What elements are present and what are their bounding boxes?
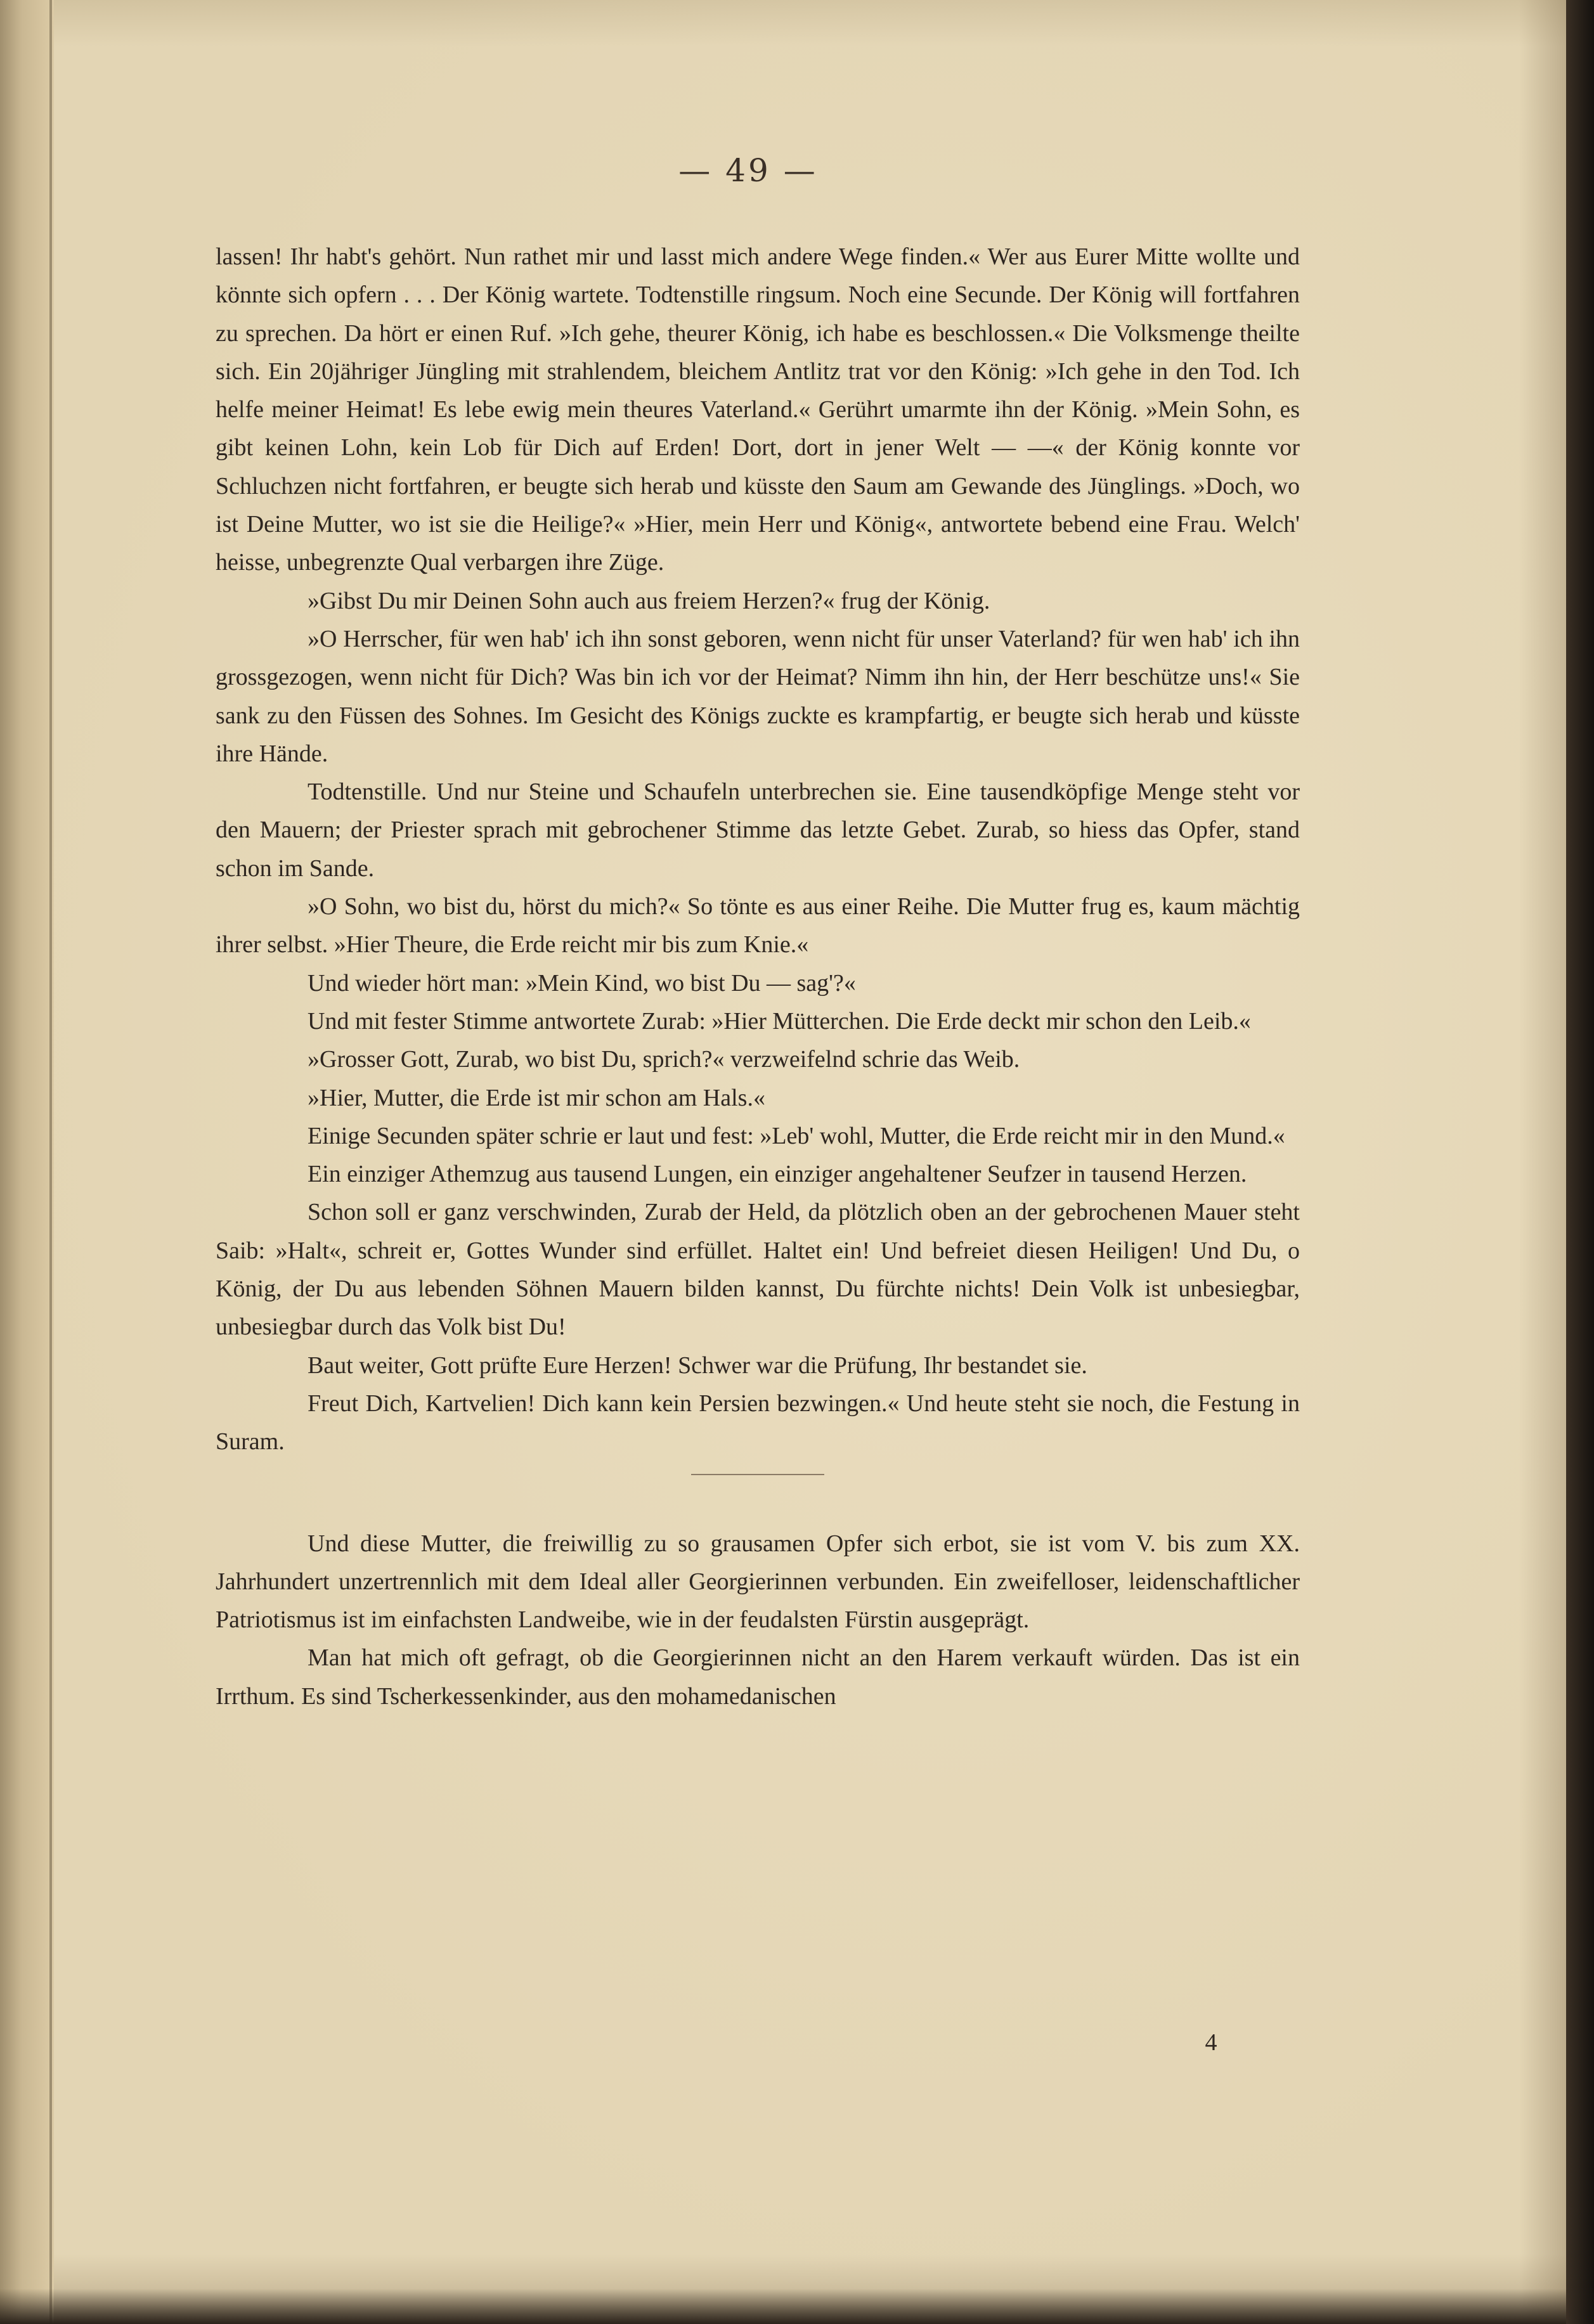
paragraph: »Grosser Gott, Zurab, wo bist Du, sprich?« verzweifelnd schrie das Weib. bbox=[308, 1046, 1020, 1073]
paragraph: Todtenstille. Und nur Steine und Schaufeln unterbrechen sie. Eine tausendköpfige Menge steht vor den Mauern; der Priester sprach mit gebrochener Stimme das letzte Gebet. Zurab, so hiess das Opfer, stand schon im Sande. bbox=[216, 778, 1300, 882]
paragraph: »Hier, Mutter, die Erde ist mir schon am Hals.« bbox=[308, 1084, 765, 1111]
scan-bottom-edge bbox=[0, 2288, 1566, 2324]
paragraph: »O Herrscher, für wen hab' ich ihn sonst geboren, wenn nicht für unser Vaterland? für wen hab' ich ihn grossgezogen, wenn nicht für Dich? Was bin ich vor der Heimat? Nimm ihn hin, der Herr beschütze uns!« Sie sank zu den Füssen des Sohnes. Im Gesicht des Königs zuckte es krampfartig, er beugte sich herab und küsste ihre Hände. bbox=[216, 625, 1300, 767]
paragraph: »Gibst Du mir Deinen Sohn auch aus freiem Herzen?« frug der König. bbox=[308, 587, 990, 614]
paragraph: »O Sohn, wo bist du, hörst du mich?« So tönte es aus einer Reihe. Die Mutter frug es, kaum mächtig ihrer selbst. »Hier Theure, die Erde reicht mir bis zum Knie.« bbox=[216, 893, 1300, 959]
paragraph: Schon soll er ganz verschwinden, Zurab der Held, da plötzlich oben an der gebrochenen Mauer steht Saib: »Halt«, schreit er, Gottes Wunder sind erfüllet. Haltet ein! Und befreiet diesen Heiligen! Und Du, o König, der Du aus lebenden Söhnen Mauern bilden kannst, Du fürchte nichts! Dein Volk ist unbesiegbar, unbesiegbar durch das Volk bist Du! bbox=[216, 1199, 1300, 1341]
paragraph: Und diese Mutter, die freiwillig zu so grausamen Opfer sich erbot, sie ist vom V. bis zum XX. Jahrhundert unzertrennlich mit dem Ideal aller Georgierinnen verbunden. Ein zweifelloser, leidenschaftlicher Patriotismus ist im einfachsten Landweibe, wie in der feudalsten Fürstin ausgeprägt. bbox=[216, 1530, 1300, 1634]
section-separator bbox=[691, 1474, 824, 1475]
paragraph: Und mit fester Stimme antwortete Zurab: »Hier Mütterchen. Die Erde deckt mir schon den Leib.« bbox=[308, 1007, 1251, 1035]
paragraph: Und wieder hört man: »Mein Kind, wo bist Du — sag'?« bbox=[308, 969, 856, 997]
body-text bbox=[216, 238, 1300, 1715]
paragraph: Man hat mich oft gefragt, ob die Georgierinnen nicht an den Harem verkauft würden. Das ist ein Irrthum. Es sind Tscherkessenkinder, aus den mohamedanischen bbox=[216, 1644, 1300, 1710]
page-number: — 49 — bbox=[678, 152, 818, 189]
signature-mark: 4 bbox=[1205, 2029, 1217, 2056]
scan-right-edge bbox=[1566, 0, 1594, 2324]
paragraph: Ein einziger Athemzug aus tausend Lungen, ein einziger angehaltener Seufzer in tausend Herzen. bbox=[308, 1161, 1247, 1188]
paragraph: Freut Dich, Kartvelien! Dich kann kein Persien bezwingen.« Und heute steht sie noch, die Festung in Suram. bbox=[216, 1390, 1300, 1456]
paragraph: lassen! Ihr habt's gehört. Nun rathet mir und lasst mich andere Wege finden.« Wer aus Eurer Mitte wollte und könnte sich opfern . . . Der König wartete. Todtenstille ringsum. Noch eine Secunde. Der König will fortfahren zu sprechen. Da hört er einen Ruf. »Ich gehe, theurer König, ich habe es beschlossen.« Die Volksmenge theilte sich. Ein 20jähriger Jüngling mit strahlendem, bleichem Antlitz trat vor den König: »Ich gehe in den Tod. Ich helfe meiner Heimat! Es lebe ewig mein theures Vaterland.« Gerührt umarmte ihn der König. »Mein Sohn, es gibt keinen Lohn, kein Lob für Dich auf Erden! Dort, dort in jener Welt — —« der König konnte vor Schluchzen nicht fortfahren, er beugte sich herab und küsste den Saum am Gewande des Jünglings. »Doch, wo ist Deine Mutter, wo ist sie die Heilige?« »Hier, mein Herr und König«, antwortete bebend eine Frau. Welch' heisse, unbegrenzte Qual verbargen ihre Züge. bbox=[216, 243, 1300, 576]
binding-edge bbox=[0, 0, 54, 2324]
paragraph: Baut weiter, Gott prüfte Eure Herzen! Schwer war die Prüfung, Ihr bestandet sie. bbox=[308, 1352, 1087, 1379]
binding-line bbox=[49, 0, 52, 2324]
paragraph: Einige Secunden später schrie er laut und fest: »Leb' wohl, Mutter, die Erde reicht mir in den Mund.« bbox=[308, 1122, 1285, 1149]
